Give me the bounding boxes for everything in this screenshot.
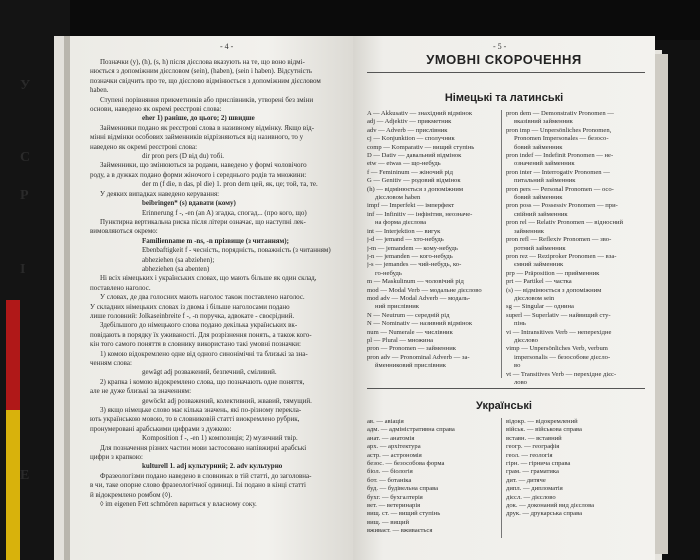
abbreviation-entry: дипл. — дипломатія — [506, 485, 563, 493]
abbreviation-entry: адм. — адміністративна справа — [367, 426, 455, 434]
abbreviation-entry: etw — etwas — що-небудь — [367, 160, 441, 168]
abbreviation-entry: вищ. — вищий — [367, 518, 410, 526]
text-line: Фразеологізми подано наведено в словниках в тій статті, до заголовна- — [100, 471, 312, 480]
abbreviation-entry: pron refl — Reflexiv Pronomen — зво- — [506, 236, 612, 244]
abbreviation-entry: int — Interjektion — вигук — [367, 227, 441, 235]
text-line: У деяких випадках наведено керування: — [100, 189, 220, 198]
book-cover-left — [0, 0, 70, 560]
text-line: gewöckt adj розважений, колективний, жвавий, тямущий. — [142, 396, 312, 405]
abbreviation-entry: бовий займенник — [514, 143, 563, 151]
abbreviation-entry: (h) — відмінюється з допоміжним — [367, 185, 464, 193]
abbreviation-entry: дит. — дитяче — [506, 476, 546, 484]
abbreviation-entry: impersonalis — безособове дієсло- — [514, 353, 611, 361]
text-line: цифри з крапкою: — [90, 453, 143, 462]
abbreviation-entry: Pronomen Impersonales — безосо- — [514, 135, 609, 143]
text-line: Erinnerung f -, -en (an A) згадка, спогад... (про кого, що) — [142, 208, 307, 217]
text-line: Пунктирна вертикальна риска після літери означає, що наступні лек- — [100, 217, 306, 226]
abbreviation-entry: pron adv — Pronominal Adverb — за- — [367, 353, 470, 361]
abbreviation-entry: j-d — jemand — хто-небудь — [367, 236, 444, 244]
abbreviation-entry: вищ. ст. — вищий ступінь — [367, 510, 441, 518]
text-line: У словах, де два голосних мають наголос також поставлено наголос. — [100, 293, 305, 302]
abbreviation-entry: G — Genitiv — родовий відмінок — [367, 177, 461, 185]
abbrev-column-3 — [367, 418, 497, 536]
abbreviation-entry: означений займенник — [514, 160, 575, 168]
abbreviation-entry: ємний займенник — [514, 261, 564, 269]
abbreviation-entry: дієсловом sein — [514, 294, 555, 302]
text-line: позначки свідчить про те, що дієслово відмінюється з допоміжним дієсловом — [90, 76, 321, 85]
abbreviation-entry: пінь — [514, 320, 526, 328]
abbreviation-entry: pron rel — Relativ Pronomen — відносний — [506, 219, 624, 227]
abbreviation-entry: num — Numerale — числівник — [367, 328, 453, 336]
abbreviation-entry: йменниковий прислівник — [375, 362, 446, 370]
text-line: але не дуже близькі за значенням: — [90, 387, 192, 396]
text-line: повідають в порядку їх уживаності. Для розрізнення понять, а також кого- — [90, 330, 312, 339]
abbreviation-entry: лово — [514, 379, 527, 386]
abbreviation-entry: pron poss — Possessiv Pronomen — при- — [506, 202, 618, 210]
abbreviation-entry: superl — Superlativ — найвищий сту- — [506, 311, 611, 319]
text-line: 3) якщо німецьке слово має кілька значень, які по-різному перекла- — [100, 406, 302, 415]
text-line: У складних німецьких словах із двома і більше наголосами подано — [90, 302, 290, 311]
abbreviation-entry: j-m — jemandem — кому-небудь — [367, 244, 458, 252]
abbreviation-entry: pron pers — Personal Pronomen — осо- — [506, 185, 614, 193]
abbreviation-entry: свійний займенник — [514, 210, 568, 218]
abbreviation-entry: займенник — [514, 227, 544, 235]
abbreviation-entry: pl — Plural — множина — [367, 336, 434, 344]
text-line: abheziehen (sa abziehen); — [142, 255, 215, 264]
abbreviation-entry: vt — Transitives Verb — перехідне дієс- — [506, 370, 617, 378]
abbreviation-entry: (s) — відмінюється з допоміжним — [506, 286, 602, 294]
abbreviation-entry: prp — Präposition — прийменник — [506, 269, 600, 277]
abbreviation-entry: pron dem — Demonstrativ Pronomen — — [506, 110, 614, 117]
title-rule — [367, 72, 645, 73]
abbreviation-entry: геол. — геологія — [506, 451, 553, 459]
side-mark: I — [20, 262, 26, 277]
abbreviation-entry: геогр. — географія — [506, 443, 560, 451]
abbreviation-entry: pron imp — Unpersönliches Pronomen, — [506, 126, 612, 134]
text-line: вимовляються окремо: — [90, 227, 158, 236]
abbrev-column-4 — [506, 418, 646, 519]
text-line: ченням слова: — [90, 359, 132, 367]
text-line: Позначки (у), (h), (s, h) після дієслова вказують на те, що воно відмі- — [100, 58, 305, 66]
abbreviation-entry: во — [514, 362, 521, 370]
abbreviation-entry: comp — Komparativ — вищий ступінь — [367, 143, 475, 151]
text-line: ють українською мовою, то в словниковій статті виокремлено рубрик, — [90, 415, 300, 424]
text-line: Komposition f -, -en 1) композиція; 2) музичний твір. — [142, 434, 298, 443]
text-line: 2) крапка і комою відокремлено слова, що позначають одне поняття, — [100, 377, 305, 386]
text-line: Здебільшого до німецького слова подано декілька українських вк- — [100, 321, 298, 330]
text-line: Ebenbaftigkeit f - чесність, порядність, поважність (з читанням) — [142, 246, 331, 255]
abbreviation-entry: ний прислівник — [375, 303, 420, 311]
text-line: Займенники подано як реєстрові слова в називному відмінку. Якщо від- — [100, 123, 315, 132]
abbreviation-entry: f — Femininum — жіночий рід — [367, 168, 453, 176]
abbreviation-entry: vimp — Unpersönliches Verb, verbum — [506, 345, 608, 353]
abbrev-column-2 — [506, 110, 646, 387]
abbreviation-entry: inf — Infinitiv — інфінітив, неозначе- — [367, 210, 473, 218]
text-line: пронумеровані арабськими цифрами з дужкою: — [90, 424, 232, 433]
text-line: Займенники, що змінюються за родами, наведено у формі чоловічого — [100, 161, 307, 170]
section-heading-german-latin: Німецькі та латинські — [444, 92, 564, 104]
side-mark: Е — [20, 468, 30, 483]
side-mark: С — [20, 150, 31, 165]
text-line: Familienname m -ns, -n прізвище (з читанням); — [142, 236, 289, 245]
text-line: Ні всіх німецьких і українських словах, що мають більше як один склад, — [100, 274, 317, 283]
column-divider — [501, 418, 502, 538]
text-line: 1) комою відокремлено одне від одного синонімічні та близькі за зна- — [100, 349, 308, 358]
page-title: УМОВНІ СКОРОЧЕННЯ — [426, 52, 582, 67]
abbreviation-entry: грам. — граматика — [506, 468, 559, 476]
abbreviation-entry: pron — Pronomen — займенник — [367, 345, 456, 353]
section-rule — [367, 388, 645, 389]
abbreviation-entry: mod — Modal Verb — модальне дієслово — [367, 286, 482, 294]
text-line: мінні відмінки особових займенників відрізняються від називного, то у — [90, 133, 304, 142]
left-page-text — [90, 58, 345, 510]
text-line: Ступені порівняння прикметників або прислівників, утворені без зміни — [100, 95, 314, 104]
page-number: - 4 - — [220, 42, 234, 51]
abbreviation-entry: sg — Singular — однина — [506, 303, 574, 311]
abbrev-column-1 — [367, 110, 497, 371]
abbreviation-entry: N — Nominativ — називний відмінок — [367, 320, 473, 328]
abbreviation-entry: ротний займенник — [514, 244, 566, 252]
abbreviation-entry: на форма дієслова — [375, 219, 427, 227]
abbreviation-entry: гірн. — гірнича справа — [506, 460, 571, 468]
abbreviation-entry: mod adv — Modal Adverb — модаль- — [367, 294, 471, 302]
page-number: - 5 - — [493, 42, 507, 51]
abbreviation-entry: бот. — ботаніка — [367, 476, 412, 484]
abbreviation-entry: анат. — анатомія — [367, 434, 415, 442]
text-line: кін того самого поняття в словнику використано такі умовні позначки: — [90, 340, 301, 349]
abbreviation-entry: N — Neutrum — середній рід — [367, 311, 450, 319]
abbreviation-entry: буд. — будівельна справа — [367, 485, 439, 493]
abbreviation-entry: астр. — астрономія — [367, 451, 422, 459]
abbreviation-entry: дієсловом haben — [375, 194, 421, 202]
abbreviation-entry: j-n — jemanden — кого-небудь — [367, 252, 453, 260]
abbreviation-entry: бовий займенник — [514, 194, 563, 202]
abbreviation-entry: pron rez — Reziproker Pronomen — вза- — [506, 252, 617, 260]
abbreviation-entry: adj — Adjektiv — прикметник — [367, 118, 452, 126]
abbreviation-entry: pron indef — Indefinit Pronomen — не- — [506, 152, 614, 160]
abbreviation-entry: vi — Intransitives Verb — неперехідне — [506, 328, 612, 336]
abbreviation-entry: impf — Imperfekt — імперфект — [367, 202, 455, 210]
abbreviation-entry: D — Dativ — давальний відмінок — [367, 152, 462, 160]
text-line: в чи, таке опорне слово фразеологічної одиниці. Ізі подано в кінці статті — [90, 481, 306, 490]
abbreviation-entry: вживаєт. — вживається — [367, 527, 433, 535]
side-mark: Р — [20, 188, 29, 203]
abbreviation-entry: питальний займенник — [514, 177, 576, 185]
abbreviation-entry: adv — Adverb — прислівник — [367, 126, 448, 134]
abbreviation-entry: m — Maskulinum — чоловічий рід — [367, 278, 464, 286]
abbreviation-entry: cj — Konjunktion — сполучник — [367, 135, 455, 143]
abbreviation-entry: безос. — безособова форма — [367, 460, 445, 468]
cover-red-stripe — [6, 300, 20, 410]
abbreviation-entry: арх. — архітектура — [367, 443, 421, 451]
text-line: ◊ im eigenen Fett schmören вариться у власному соку. — [100, 500, 257, 509]
abbreviation-entry: j-s — jemandes — чий-небудь, ко- — [367, 261, 462, 269]
text-line: нюється з допоміжним дієсловом (sein), (haben), (sein і haben). Відсутність — [90, 67, 313, 76]
text-line: der m (f die, n das, pl die) 1. pron dem цей, як, це; той, та, те. — [142, 180, 318, 189]
text-line: abheziehen (sa abenten) — [142, 264, 210, 273]
abbreviation-entry: бухг. — бухгалтерія — [367, 493, 423, 501]
column-divider — [501, 110, 502, 378]
abbreviation-entry: військ. — військова справа — [506, 426, 582, 434]
text-line: dir pron pers (D від du) тобі. — [142, 152, 225, 161]
text-line: наведено як окремі реєстрові слова: — [90, 142, 198, 151]
abbreviation-entry: друк. — друкарська справа — [506, 510, 583, 518]
right-page — [353, 36, 655, 560]
abbreviation-entry: A — Akkusativ — знахідний відмінок — [367, 110, 473, 117]
abbreviation-entry: ав. — авіація — [367, 418, 404, 425]
abbreviation-entry: pron inter — Interrogativ Pronomen — — [506, 168, 610, 176]
text-line: роду, а в дужках подано форми жіночого і середнього родів та множини: — [90, 170, 307, 179]
abbreviation-entry: вказівний займенник — [514, 118, 573, 126]
text-line: haben. — [90, 86, 109, 95]
page-edges-right — [654, 54, 668, 554]
text-line: поставлено наголос. — [90, 283, 151, 292]
abbreviation-entry: дієсл. — дієслово — [506, 493, 556, 501]
abbreviation-entry: вет. — ветеринарія — [367, 502, 421, 510]
section-heading-ukrainian: Українські — [476, 400, 532, 412]
text-line: Для позначення різних частин мови застосовано напівжирні арабські — [100, 443, 307, 452]
abbreviation-entry: вставн. — вставний — [506, 434, 562, 442]
abbreviation-entry: prt — Partikel — частка — [506, 278, 572, 286]
abbreviation-entry: го-небудь — [375, 269, 402, 277]
text-line: gewägt adj розважений, безпечний, сміливий. — [142, 368, 277, 377]
text-line: eher 1) раніше, до цього; 2) швидше — [142, 114, 255, 123]
abbreviation-entry: біол. — біологія — [367, 468, 413, 476]
text-line: kulturell 1. adj культурний; 2. adv культурно — [142, 462, 283, 471]
text-line: лише головний: Jolkaseinbreite f -, -n поручка, адвокате - своєрідний. — [90, 311, 295, 320]
abbreviation-entry: відокр. — відокремлений — [506, 418, 578, 425]
cover-yellow-stripe — [6, 410, 20, 560]
text-line: й відокремлено ромбом (◊). — [90, 490, 173, 499]
side-mark: У — [20, 78, 31, 93]
left-page — [70, 36, 353, 560]
text-line: beibringen* (s) вдавати (кому) — [142, 199, 236, 208]
abbreviation-entry: дієслово — [514, 336, 538, 344]
abbreviation-entry: док. — доконаний вид дієслова — [506, 502, 595, 510]
book-cover-right — [650, 40, 700, 560]
text-line: основи, наведено як окремі реєстрові слова: — [90, 105, 222, 114]
